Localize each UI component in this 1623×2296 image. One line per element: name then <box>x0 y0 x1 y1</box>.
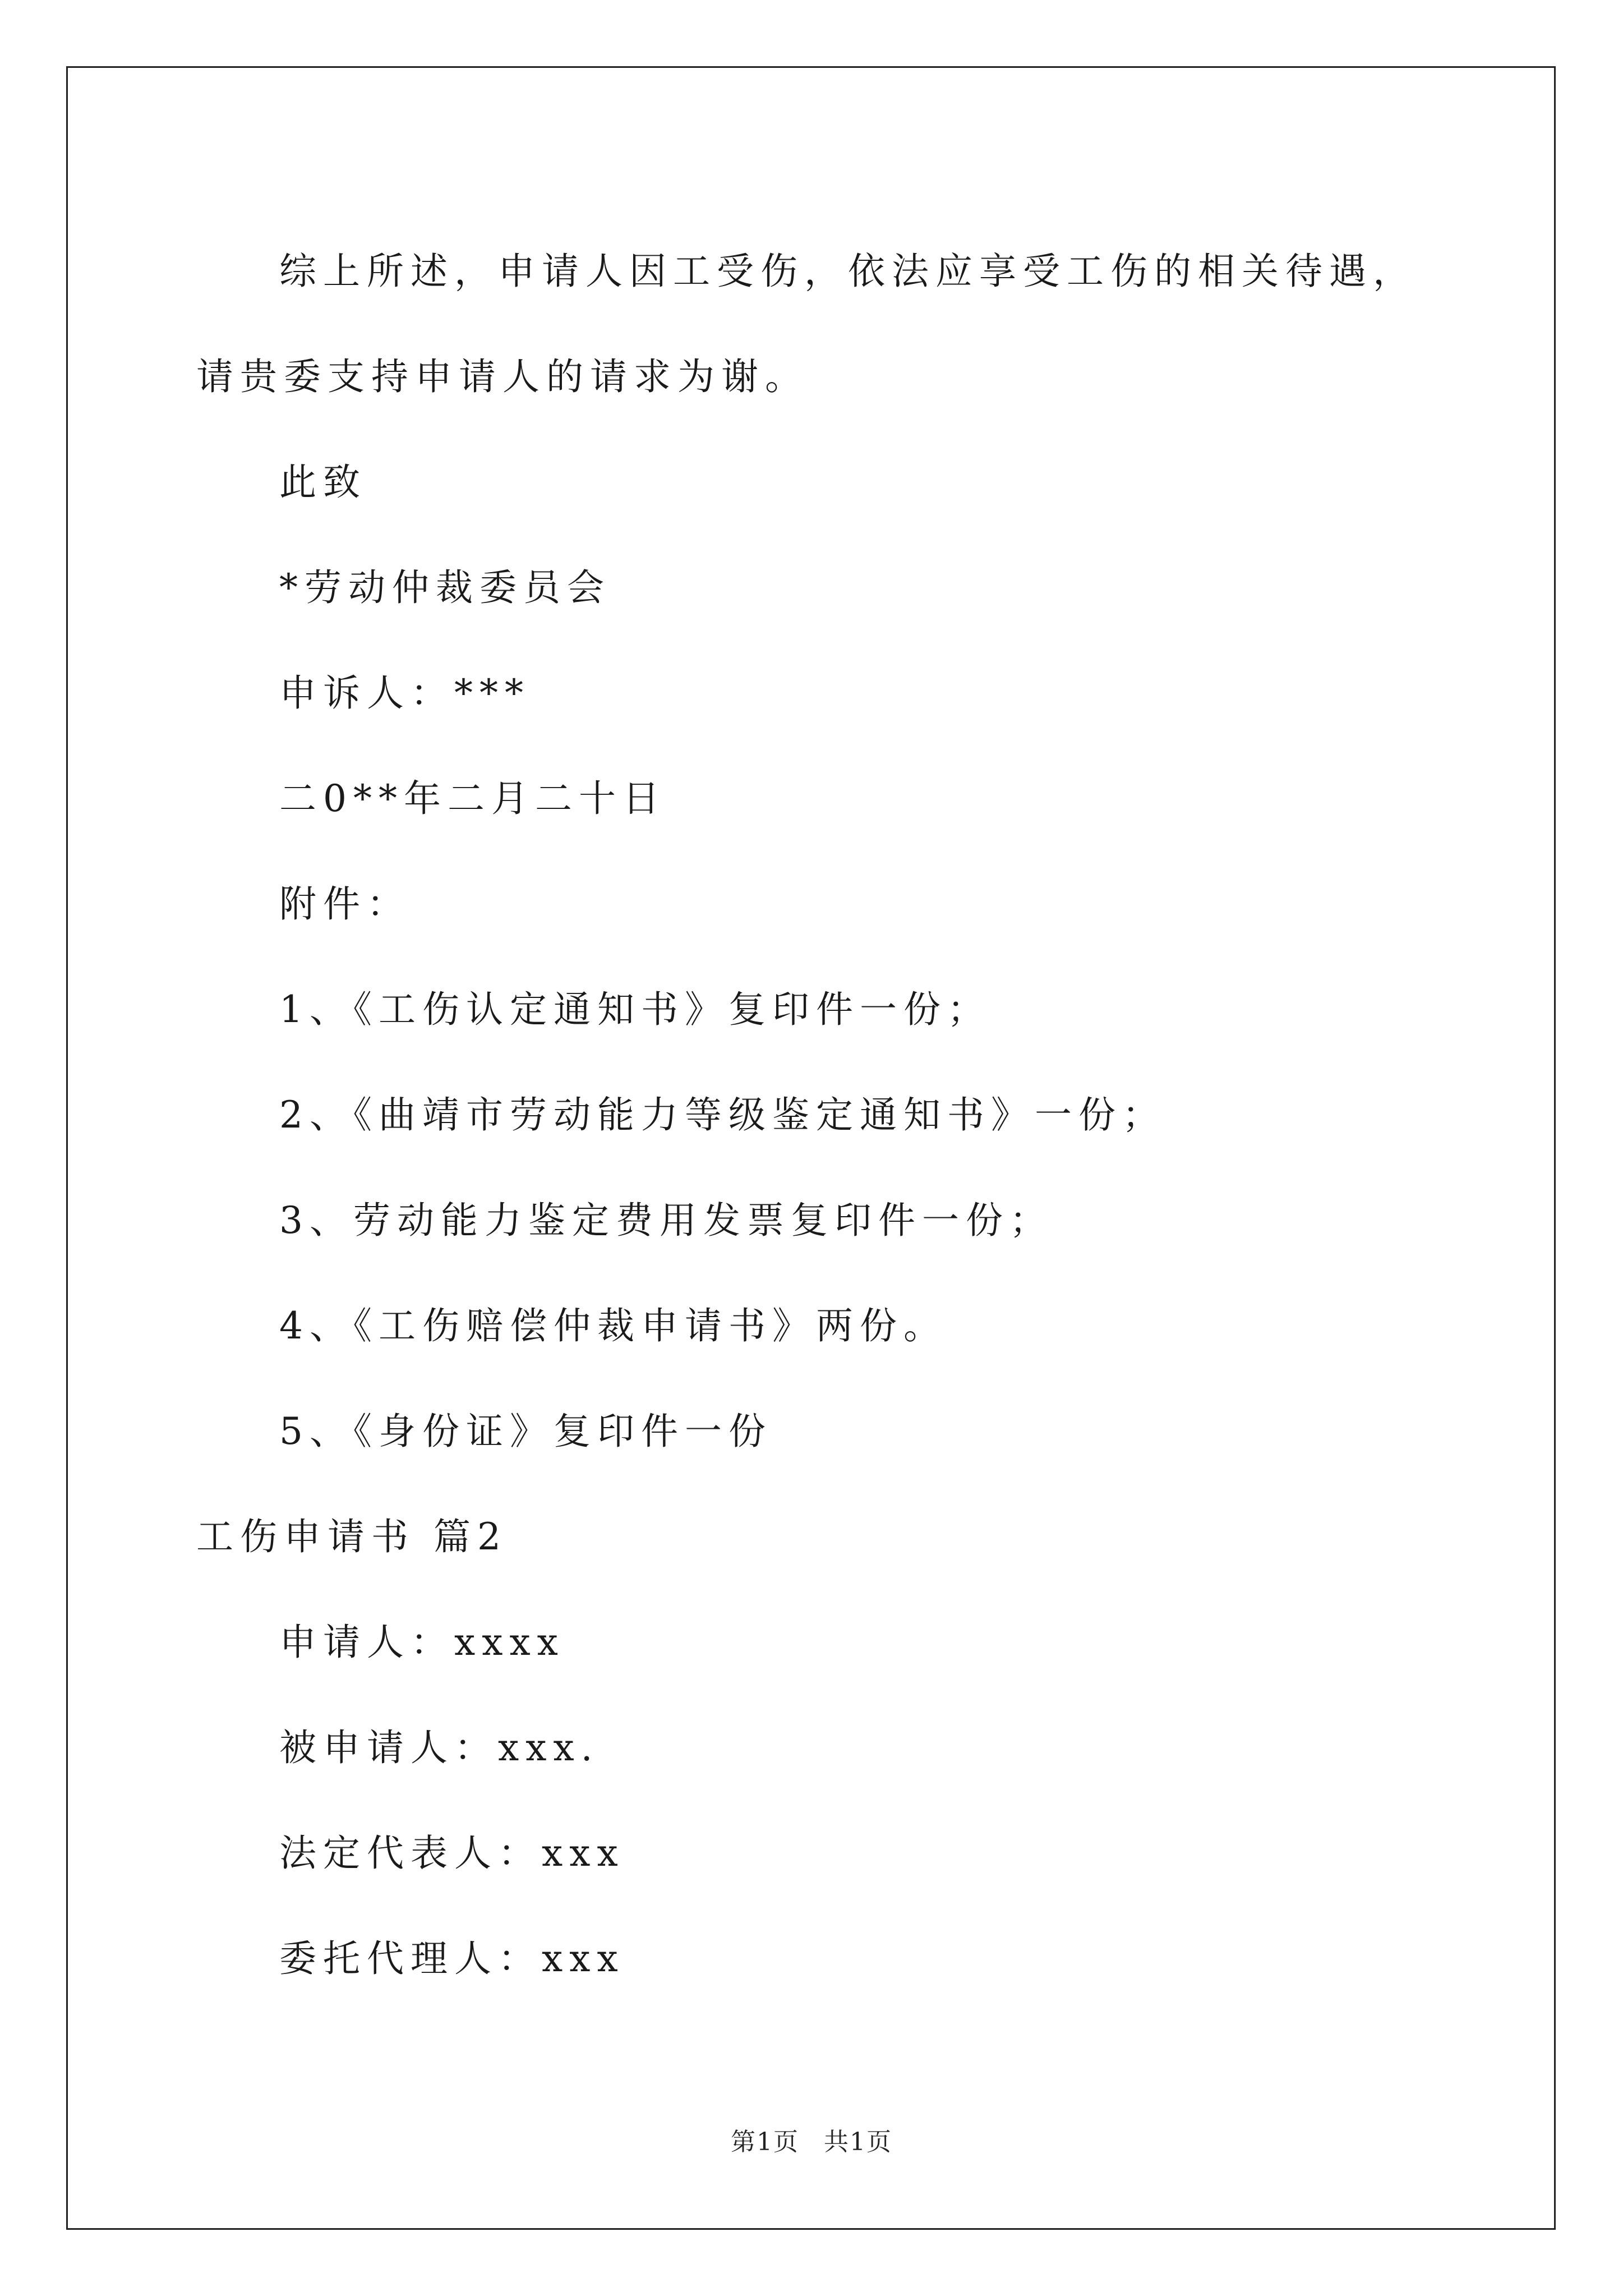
legal-representative-line: 法定代表人：xxx <box>279 1832 625 1875</box>
respondent-line: 被申请人：xxx. <box>279 1726 600 1769</box>
complainant: 申诉人：*** <box>279 671 530 715</box>
salutation: 此致 <box>279 461 367 504</box>
applicant-line: 申请人：xxxx <box>279 1621 565 1664</box>
page-total: 共1页 <box>824 2128 892 2156</box>
page-number: 第1页 <box>731 2128 799 2156</box>
section-heading: 工伤申请书 篇2 <box>196 1515 508 1558</box>
attachment-item: 3、劳动能力鉴定费用发票复印件一份； <box>279 1199 1053 1242</box>
attachment-item: 5、《身份证》复印件一份 <box>279 1410 772 1453</box>
authorized-agent-line: 委托代理人：xxx <box>279 1937 625 1980</box>
attachment-item: 4、《工伤赔偿仲裁申请书》两份。 <box>279 1304 947 1347</box>
document-body <box>196 219 1430 2012</box>
addressee: *劳动仲裁委员会 <box>279 566 611 609</box>
page-footer <box>0 2122 1623 2157</box>
date: 二0**年二月二十日 <box>279 777 666 820</box>
conclusion-paragraph: 综上所述，申请人因工受伤，依法应享受工伤的相关待遇，请贵委支持申请人的请求为谢。 <box>196 250 1417 398</box>
attachment-item: 2、《曲靖市劳动能力等级鉴定通知书》一份； <box>279 1093 1166 1137</box>
attachment-item: 1、《工伤认定通知书》复印件一份； <box>279 988 991 1031</box>
attachments-label: 附件： <box>279 882 411 926</box>
